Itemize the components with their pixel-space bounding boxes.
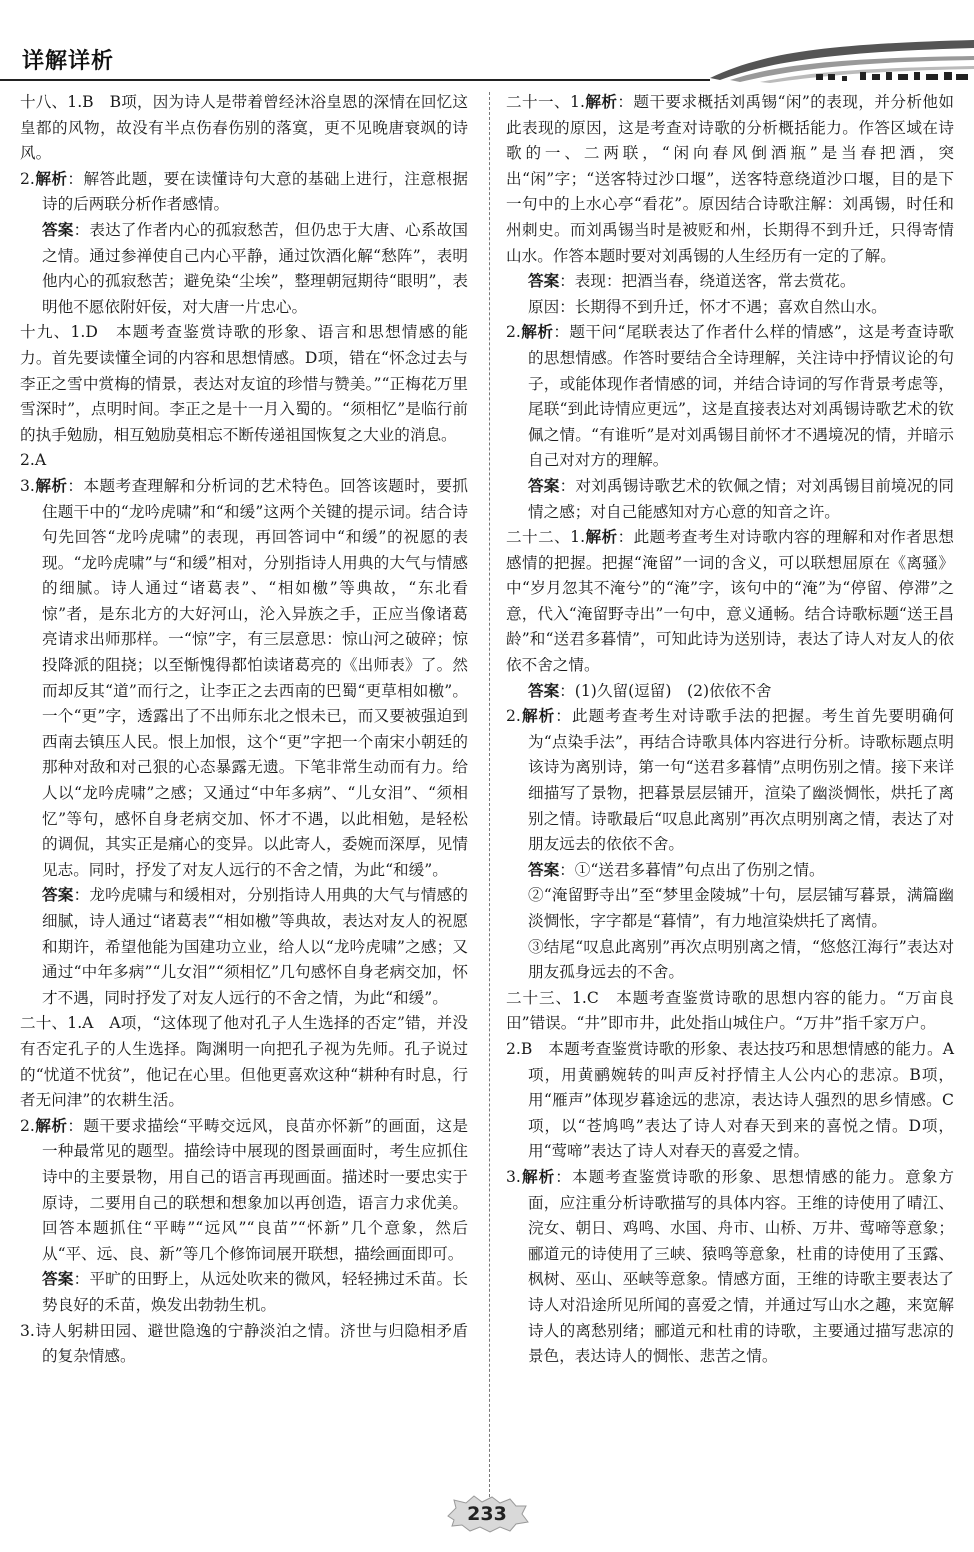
question-number: 二十二、1. <box>506 528 586 547</box>
paragraph-text: ：对刘禹锡诗歌艺术的钦佩之情；对刘禹锡目前境况的同情之感；对自己能感知对方心意的知音之许。 <box>528 476 954 521</box>
paragraph <box>506 704 954 858</box>
question-number: 2.B <box>506 1039 533 1058</box>
column-divider <box>489 92 490 1502</box>
paragraph <box>20 320 468 448</box>
page-number: 233 <box>467 1503 507 1525</box>
header-decoration <box>700 14 974 84</box>
question-number: 二十三、1.C <box>506 988 599 1007</box>
question-number: 2. <box>20 451 35 470</box>
paragraph-text: ：本题考查鉴赏诗歌的形象、思想情感的能力。意象方面，应注重分析诗歌描写的具体内容。王维的诗使用了晴江、浣女、朝日、鸡鸣、水国、舟市、山桥、万井、莺啼等意象；郦道元的诗使用了三峡、猿鸣等意象，杜甫的诗使用了玉露、枫树、巫山、巫峡等意象。情感方面，王维的诗歌主要表达了诗人对沿途所见所闻的喜爱之情，并通过写山水之趣，来宽解诗人的离愁别绪；郦道元和杜甫的诗歌，主要通过描写悲凉的景色，表达诗人的惆怅、悲苦之情。 <box>528 1167 954 1366</box>
question-number: 3. <box>20 476 35 495</box>
paragraph <box>20 1267 468 1318</box>
paragraph <box>506 295 954 321</box>
question-number: 十九、1.D <box>20 323 98 342</box>
answer-label: 答案 <box>528 681 560 700</box>
paragraph-text: B项，因为诗人是带着曾经沐浴皇恩的深情在回忆这皇都的风物，故没有半点伤春伤别的落寞，更不见晚唐衰飒的诗风。 <box>20 93 468 163</box>
paragraph-text: ：(1)久留(逗留) (2)依依不舍 <box>559 681 772 700</box>
paragraph-text: ：本题考查理解和分析词的艺术特色。回答该题时，要抓住题干中的“龙吟虎啸”和“和缓”这两个关键的提示词。结合诗句先回答“龙吟虎啸”的表现，再回答词中“和缓”的祝愿的表现。“龙吟虎啸”与“和缓”相对，分别指诗人用典的大气与情感的细腻。诗人通过“诸葛表”、“相如檄”等典故，“东北看惊”者，是东北方的大好河山，沦入异族之手，正应当像诸葛亮请求出师那样。一“惊”字，有三层意思：惊山河之破碎；惊投降派的阻挠；以至惭愧得都怕读诸葛亮的《出师表》了。然而却反其“道”而行之，让李正之去西南的巴蜀“更草相如檄”。一个“更”字，透露出了不出师东北之恨未已，而又要被强迫到西南去镇压人民。恨上加恨，这个“更”字把一个南宋小朝廷的那种对敌和对己狠的心态暴露无遗。下笔非常生动而有力。给人以“龙吟虎啸”之感；又通过“中年多病”、“儿女泪”、“须相忆”等句，感怀自身老病交加、怀才不遇，以此相勉，是轻松的调侃，其实正是痛心的变异。以此寄人，委婉而深厚，见情见志。同时，抒发了对友人远行的不舍之情，为此“和缓”。 <box>42 476 468 879</box>
paragraph <box>20 90 468 167</box>
analysis-label: 解析 <box>34 1116 68 1135</box>
paragraph-text: ：解答此题，要在读懂诗句大意的基础上进行，注意根据诗的后两联分析作者感情。 <box>42 169 468 214</box>
analysis-label: 解析 <box>584 93 618 111</box>
answer-label: 答案 <box>42 1270 74 1289</box>
paragraph <box>20 448 468 474</box>
paragraph <box>506 679 954 705</box>
paragraph-text: ：①“送君多暮情”句点出了伤别之情。 <box>559 860 825 879</box>
paragraph <box>506 525 954 679</box>
paragraph <box>506 883 954 934</box>
page-header-title: 详解详析 <box>22 49 115 74</box>
answer-label: 答案 <box>42 886 74 905</box>
analysis-label: 解析 <box>34 476 68 495</box>
page-number-badge <box>444 1494 530 1534</box>
paragraph-text: ：表现：把酒当春，绕道送客，常去赏花。 <box>559 272 856 291</box>
question-number: 2. <box>506 323 521 342</box>
paragraph <box>20 1319 468 1370</box>
paragraph-text: ②“淹留野寺出”至“梦里金陵城”十句，层层铺写暮景，满篇幽淡惆怅，字字都是“暮情”，有力地渲染烘托了离情。 <box>528 886 954 930</box>
paragraph-text: 本题考查鉴赏诗歌的思想内容的能力。“万亩良田”错误。“井”即市井，此处指山城住户。“万井”指千家万户。 <box>506 988 954 1033</box>
question-number: 2. <box>506 707 521 726</box>
paragraph <box>20 167 468 218</box>
question-number: 二十、1.A <box>20 1014 94 1033</box>
paragraph-text: ：龙吟虎啸与和缓相对，分别指诗人用典的大气与情感的细腻，诗人通过“诸葛表”“相如檄”等典故，表达对友人的祝愿和期许，希望他能为国建功立业，给人以“龙吟虎啸”之感；又通过“中年多病”“儿女泪”“须相忆”几句感怀自身老病交加，怀才不遇，同时抒发了对友人远行的不舍之情，为此“和缓”。 <box>42 886 468 1007</box>
paragraph <box>506 320 954 474</box>
paragraph <box>20 883 468 1011</box>
question-number: 二十一、1. <box>506 93 585 111</box>
question-number: 3. <box>20 1321 35 1340</box>
paragraph <box>506 935 954 986</box>
analysis-label: 解析 <box>520 1167 556 1186</box>
question-number: 十八、1.B <box>20 93 94 111</box>
paragraph <box>20 1114 468 1268</box>
paragraph-text: ③结尾“叹息此离别”再次点明别离之情，“悠悠江海行”表达对朋友孤身远去的不舍。 <box>528 937 954 982</box>
question-number: 2. <box>20 1116 35 1135</box>
analysis-label: 解析 <box>585 528 618 547</box>
paragraph <box>506 1165 954 1370</box>
paragraph <box>506 474 954 525</box>
paragraph <box>506 1037 954 1165</box>
answer-label: 答案 <box>528 860 560 879</box>
analysis-label: 解析 <box>520 707 556 726</box>
paragraph-text: ：平旷的田野上，从远处吹来的微风，轻轻拂过禾苗。长势良好的禾苗，焕发出勃勃生机。 <box>42 1270 468 1314</box>
paragraph <box>506 269 954 295</box>
paragraph <box>506 858 954 884</box>
answer-label: 答案 <box>528 272 560 291</box>
paragraph-text: 原因：长期得不到升迁，怀才不遇；喜欢自然山水。 <box>528 297 887 316</box>
paragraph-text: ：题干问“尾联表达了作者什么样的情感”，这是考查诗歌的思想情感。作答时要结合全诗理解，关注诗中抒情议论的句子，或能体现作者情感的词，并结合诗词的写作背景考虑等，尾联“到此诗情应更远”，这是直接表达对刘禹锡诗歌艺术的钦佩之情。“有谁听”是对刘禹锡目前怀才不遇境况的情，并暗示自己对对方的理解。 <box>528 323 954 470</box>
paragraph <box>20 474 468 884</box>
paragraph-text: ：题干要求描绘“平畴交远风，良苗亦怀新”的画面，这是一种最常见的题型。描绘诗中展现的图景画面时，考生应抓住诗中的主要景物，用自己的语言再现画面。描述时一要忠实于原诗，二要用自己的联想和想象加以再创造，语言力求优美。回答本题抓住“平畴”“远风”“良苗”“怀新”几个意象，然后从“平、远、良、新”等几个修饰词展开联想，描绘画面即可。 <box>42 1116 468 1263</box>
paragraph-text: 诗人躬耕田园、避世隐逸的宁静淡泊之情。济世与归隐相矛盾的复杂情感。 <box>34 1321 468 1366</box>
answer-label: 答案 <box>528 476 560 495</box>
paragraph <box>506 986 954 1037</box>
question-number: 2. <box>20 169 35 188</box>
paragraph-text: ：题干要求概括刘禹锡“闲”的表现，并分析他如此表现的原因，这是考查对诗歌的分析概括能力。作答区域在诗歌的一、二两联，“闲向春风倒酒瓶”是当春把酒，突出“闲”字；“送客特过沙口堰”，送客特意绕道沙口堰，目的是下一句中的上水心亭“看花”。原因结合诗歌注解：刘禹锡，时任和州刺史。而刘禹锡当时是被贬和州，长期得不到升迁，只得寄情山水。作答本题时要对刘禹锡的人生经历有一定的了解。 <box>506 93 954 265</box>
paragraph-text: 本题考查鉴赏诗歌的形象、表达技巧和思想情感的能力。A项，用黄鹂婉转的叫声反衬抒情主人公内心的悲凉。B项，用“雁声”体现岁暮途远的悲凉，表达诗人强烈的思乡情感。C项，以“苍鸠鸣”表达了诗人对春天到来的喜悦之情。D项，用“莺啼”表达了诗人对春天的喜爱之情。 <box>528 1039 954 1161</box>
paragraph <box>506 90 954 269</box>
analysis-label: 解析 <box>520 323 554 342</box>
paragraph-text: ：此题考查考生对诗歌手法的把握。考生首先要明确何为“点染手法”，再结合诗歌具体内容进行分析。诗歌标题点明该诗为离别诗，第一句“送君多暮情”点明伤别之情。接下来详细描写了景物，把暮景层层铺开，渲染了幽淡惆怅，烘托了离别之情。诗歌最后“叹息此离别”再次点明别离之情，表达了对朋友远去的依依不舍。 <box>528 707 954 854</box>
paragraph-text: ：表达了作者内心的孤寂愁苦，但仍忠于大唐、心系故国之情。通过参禅使自己内心平静，通过饮酒化解“愁阵”，表明他内心的孤寂愁苦；避免染“尘埃”，整理朝冠期待“眼明”，表明他不愿依附奸佞，对大唐一片忠心。 <box>42 220 468 316</box>
right-column <box>506 90 954 1370</box>
question-number: 3. <box>506 1167 521 1186</box>
paragraph-text: ：此题考查考生对诗歌内容的理解和对作者思想感情的把握。把握“淹留”一词的含义，可以联想屈原在《离骚》中“岁月忽其不淹兮”的“淹”字，该句中的“淹”为“停留、停滞”之意，代入“淹留野寺出”一句中，意义通畅。结合诗歌标题“送王昌龄”和“送君多暮情”，可知此诗为送别诗，表达了诗人对友人的依依不舍之情。 <box>506 528 954 675</box>
analysis-label: 解析 <box>34 169 68 188</box>
paragraph-text: 本题考查鉴赏诗歌的形象、语言和思想情感的能力。首先要读懂全词的内容和思想情感。D项，错在“怀念过去与李正之雪中赏梅的情景，表达对友谊的珍惜与赞美。”“正梅花万里雪深时”，点明时间。李正之是十一月入蜀的。“须相忆”是临行前的执手勉励，相互勉励莫相忘不断传递祖国恢复之大业的消息。 <box>20 323 468 444</box>
paragraph-text: A <box>34 451 47 470</box>
paragraph-text: A项，“这体现了他对孔子人生选择的否定”错，并没有否定孔子的人生选择。陶渊明一向把孔子视为先师。孔子说过的“忧道不忧贫”，他记在心里。但他更喜欢这种“耕种有时息，行者无问津”的农耕生活。 <box>20 1014 468 1110</box>
answer-label: 答案 <box>42 220 74 239</box>
paragraph <box>20 218 468 320</box>
left-column <box>20 90 468 1370</box>
paragraph <box>20 1011 468 1113</box>
